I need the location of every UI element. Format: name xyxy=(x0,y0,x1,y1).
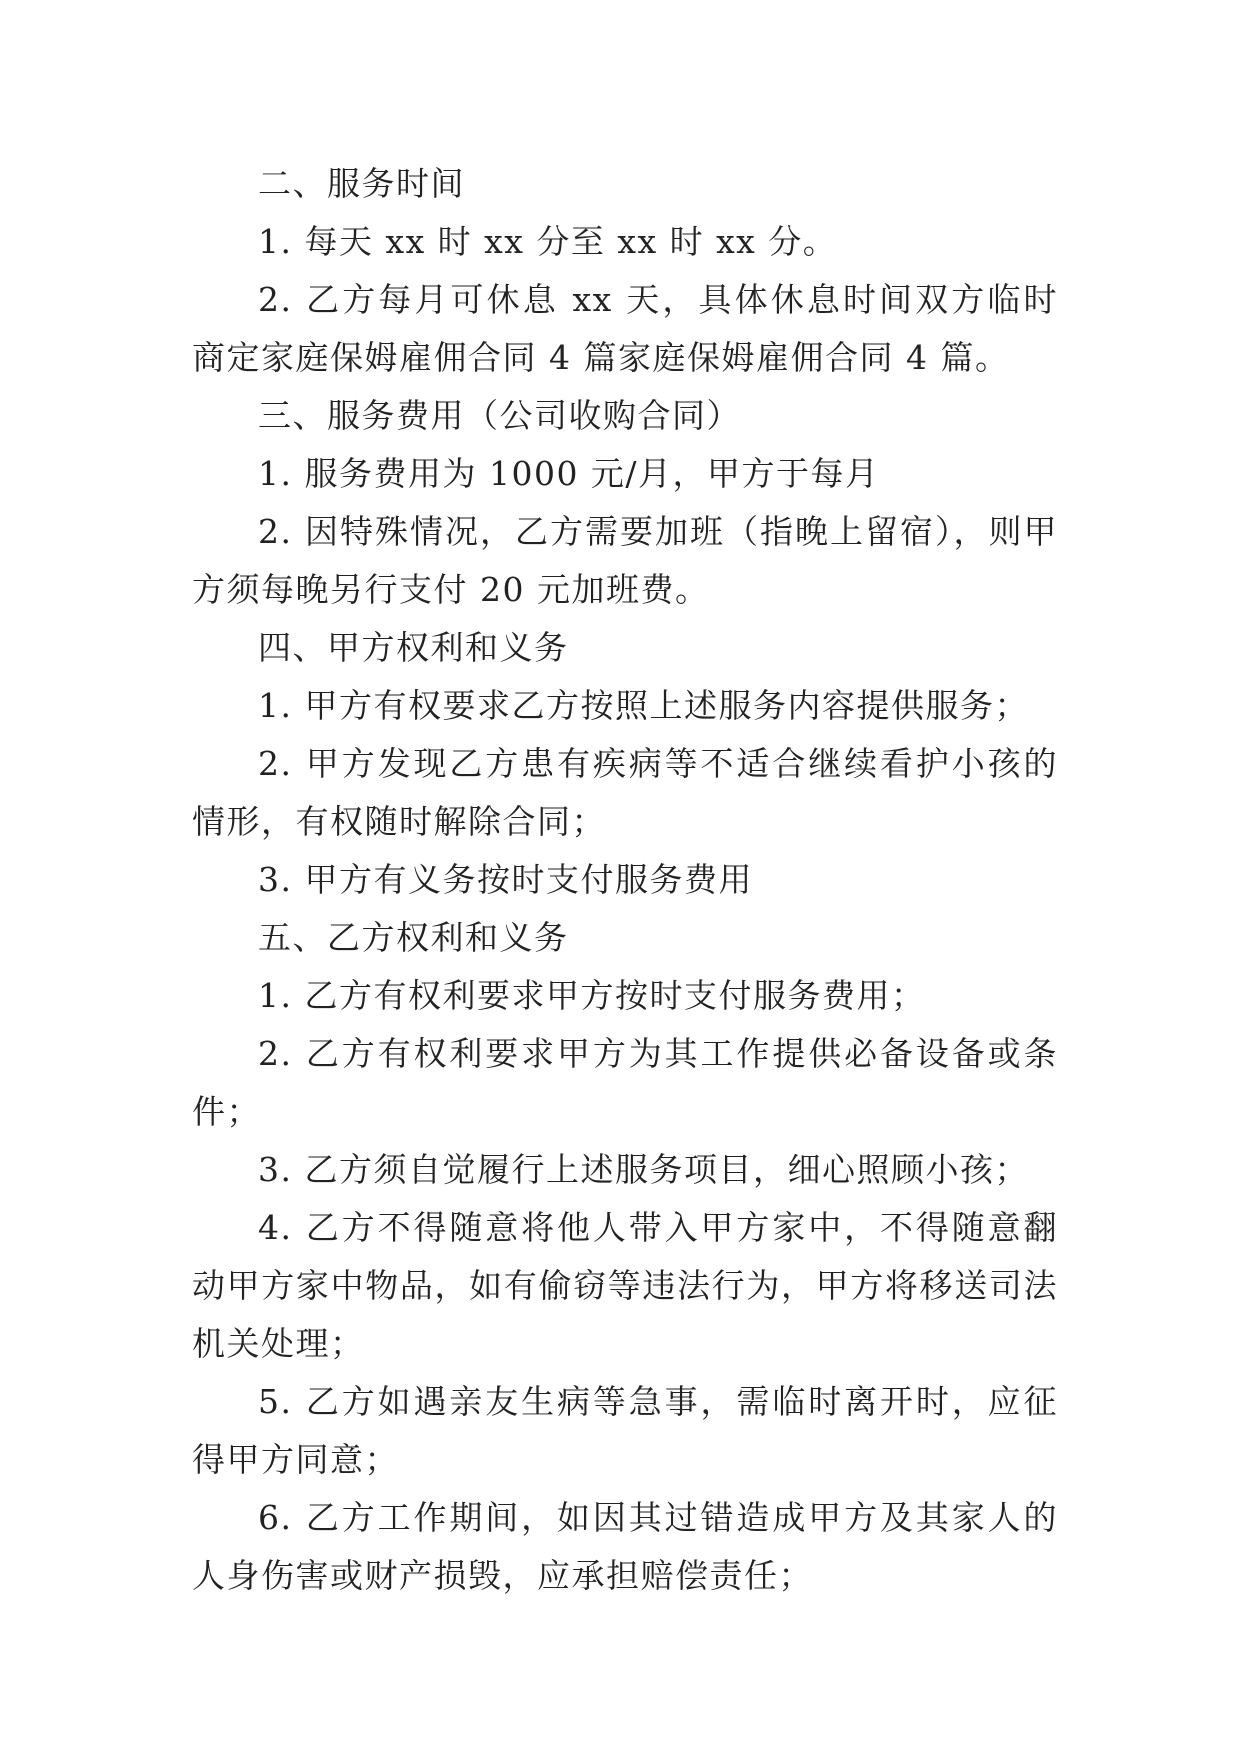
clause-a-right-terminate: 2. 甲方发现乙方患有疾病等不适合继续看护小孩的情形，有权随时解除合同； xyxy=(192,744,1058,841)
section-heading-service-time: 二、服务时间 xyxy=(258,164,465,203)
clause-b-right-payment: 1. 乙方有权利要求甲方按时支付服务费用； xyxy=(258,976,926,1015)
clause-a-duty-pay: 3. 甲方有义务按时支付服务费用 xyxy=(258,860,753,899)
clause-fee-amount: 1. 服务费用为 1000 元/月，甲方于每月 xyxy=(258,454,880,493)
clause-b-right-equipment: 2. 乙方有权利要求甲方为其工作提供必备设备或条件； xyxy=(192,1034,1058,1131)
section-heading-party-a-rights: 四、甲方权利和义务 xyxy=(258,628,569,667)
clause-monthly-rest: 2. 乙方每月可休息 xx 天，具体休息时间双方临时商定家庭保姆雇佣合同 4 篇家庭保姆雇佣合同 4 篇。 xyxy=(192,280,1058,377)
clause-b-emergency-leave: 5. 乙方如遇亲友生病等急事，需临时离开时，应征得甲方同意； xyxy=(192,1382,1058,1479)
clause-daily-hours: 1. 每天 xx 时 xx 分至 xx 时 xx 分。 xyxy=(258,222,838,261)
section-heading-service-fee: 三、服务费用（公司收购合同） xyxy=(258,396,741,435)
clause-a-right-request-service: 1. 甲方有权要求乙方按照上述服务内容提供服务； xyxy=(258,686,1029,725)
clause-b-no-visitors: 4. 乙方不得随意将他人带入甲方家中，不得随意翻动甲方家中物品，如有偷窃等违法行为，甲方将移送司法机关处理； xyxy=(192,1208,1058,1363)
clause-b-duty-care: 3. 乙方须自觉履行上述服务项目，细心照顾小孩； xyxy=(258,1150,1029,1189)
clause-overtime-fee: 2. 因特殊情况，乙方需要加班（指晚上留宿），则甲方须每晚另行支付 20 元加班费。 xyxy=(192,512,1058,609)
clause-b-liability: 6. 乙方工作期间，如因其过错造成甲方及其家人的人身伤害或财产损毁，应承担赔偿责任； xyxy=(192,1498,1058,1595)
section-heading-party-b-rights: 五、乙方权利和义务 xyxy=(258,918,569,957)
document-body xyxy=(192,155,1058,1605)
